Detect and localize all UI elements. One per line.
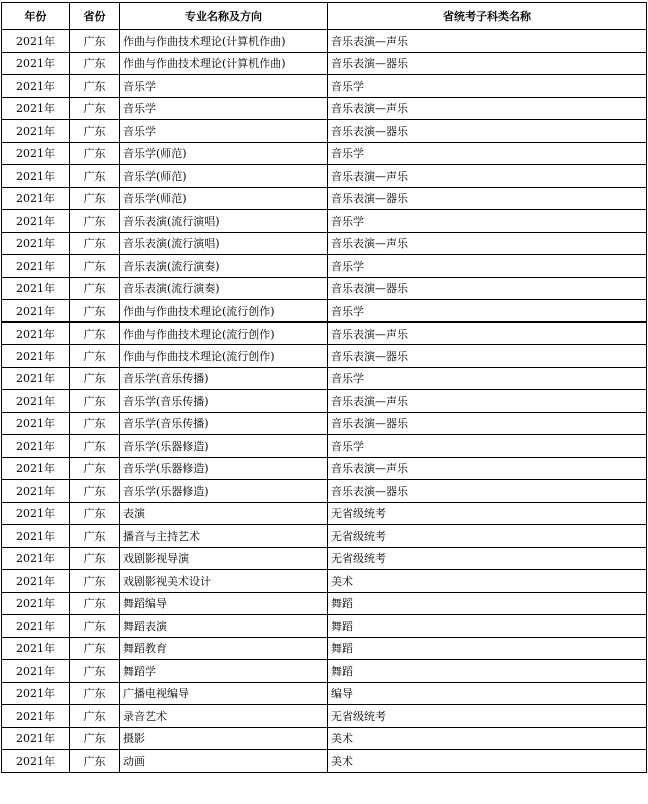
category-cell: 音乐表演—声乐	[328, 457, 647, 480]
table-row	[2, 570, 647, 593]
major-cell: 作曲与作曲技术理论(流行创作)	[120, 300, 328, 323]
category-cell: 音乐表演—器乐	[328, 52, 647, 75]
category-cell: 音乐表演—器乐	[328, 345, 647, 368]
major-cell: 音乐表演(流行演奏)	[120, 277, 328, 300]
province-cell: 广东	[70, 142, 120, 165]
major-cell: 音乐学(乐器修造)	[120, 480, 328, 503]
year-cell: 2021年	[2, 232, 70, 255]
year-cell: 2021年	[2, 277, 70, 300]
category-cell: 音乐表演—声乐	[328, 390, 647, 413]
header-category: 省统考子科类名称	[328, 3, 647, 30]
year-cell: 2021年	[2, 210, 70, 233]
year-cell: 2021年	[2, 705, 70, 728]
major-cell: 音乐表演(流行演奏)	[120, 255, 328, 278]
year-cell: 2021年	[2, 165, 70, 188]
year-cell: 2021年	[2, 300, 70, 323]
major-cell: 音乐学(音乐传播)	[120, 390, 328, 413]
major-cell: 广播电视编导	[120, 682, 328, 705]
major-cell: 动画	[120, 750, 328, 773]
table-row	[2, 187, 647, 210]
table-header-row	[2, 3, 647, 30]
year-cell: 2021年	[2, 255, 70, 278]
header-year: 年份	[2, 3, 70, 30]
year-cell: 2021年	[2, 547, 70, 570]
table-row	[2, 52, 647, 75]
major-cell: 舞蹈编导	[120, 592, 328, 615]
year-cell: 2021年	[2, 502, 70, 525]
year-cell: 2021年	[2, 52, 70, 75]
category-cell: 音乐表演—器乐	[328, 120, 647, 143]
table-row	[2, 660, 647, 683]
province-cell: 广东	[70, 322, 120, 345]
table-row	[2, 300, 647, 323]
category-cell: 音乐学	[328, 142, 647, 165]
admissions-table	[1, 2, 647, 773]
major-cell: 舞蹈教育	[120, 637, 328, 660]
province-cell: 广东	[70, 547, 120, 570]
year-cell: 2021年	[2, 615, 70, 638]
year-cell: 2021年	[2, 682, 70, 705]
category-cell: 音乐表演—声乐	[328, 30, 647, 53]
category-cell: 舞蹈	[328, 615, 647, 638]
year-cell: 2021年	[2, 30, 70, 53]
year-cell: 2021年	[2, 120, 70, 143]
category-cell: 美术	[328, 570, 647, 593]
major-cell: 摄影	[120, 727, 328, 750]
major-cell: 播音与主持艺术	[120, 525, 328, 548]
category-cell: 音乐表演—声乐	[328, 322, 647, 345]
major-cell: 作曲与作曲技术理论(计算机作曲)	[120, 52, 328, 75]
table-row	[2, 75, 647, 98]
province-cell: 广东	[70, 502, 120, 525]
province-cell: 广东	[70, 750, 120, 773]
major-cell: 作曲与作曲技术理论(流行创作)	[120, 345, 328, 368]
province-cell: 广东	[70, 570, 120, 593]
province-cell: 广东	[70, 480, 120, 503]
category-cell: 舞蹈	[328, 637, 647, 660]
category-cell: 无省级统考	[328, 547, 647, 570]
table-row	[2, 165, 647, 188]
year-cell: 2021年	[2, 187, 70, 210]
table-row	[2, 345, 647, 368]
year-cell: 2021年	[2, 75, 70, 98]
major-cell: 音乐表演(流行演唱)	[120, 210, 328, 233]
province-cell: 广东	[70, 75, 120, 98]
category-cell: 美术	[328, 727, 647, 750]
major-cell: 音乐学(音乐传播)	[120, 367, 328, 390]
major-cell: 音乐表演(流行演唱)	[120, 232, 328, 255]
year-cell: 2021年	[2, 322, 70, 345]
table-row	[2, 682, 647, 705]
category-cell: 无省级统考	[328, 502, 647, 525]
year-cell: 2021年	[2, 750, 70, 773]
province-cell: 广东	[70, 660, 120, 683]
table-row	[2, 232, 647, 255]
table-row	[2, 97, 647, 120]
province-cell: 广东	[70, 435, 120, 458]
category-cell: 舞蹈	[328, 660, 647, 683]
major-cell: 戏剧影视美术设计	[120, 570, 328, 593]
province-cell: 广东	[70, 300, 120, 323]
major-cell: 录音艺术	[120, 705, 328, 728]
category-cell: 音乐表演—器乐	[328, 480, 647, 503]
table-row	[2, 547, 647, 570]
year-cell: 2021年	[2, 660, 70, 683]
major-cell: 音乐学(音乐传播)	[120, 412, 328, 435]
province-cell: 广东	[70, 682, 120, 705]
year-cell: 2021年	[2, 435, 70, 458]
major-cell: 音乐学	[120, 97, 328, 120]
table-row	[2, 390, 647, 413]
province-cell: 广东	[70, 390, 120, 413]
province-cell: 广东	[70, 210, 120, 233]
category-cell: 音乐表演—器乐	[328, 277, 647, 300]
table-row	[2, 592, 647, 615]
province-cell: 广东	[70, 97, 120, 120]
category-cell: 编导	[328, 682, 647, 705]
year-cell: 2021年	[2, 412, 70, 435]
province-cell: 广东	[70, 30, 120, 53]
table-row	[2, 750, 647, 773]
major-cell: 舞蹈表演	[120, 615, 328, 638]
year-cell: 2021年	[2, 390, 70, 413]
year-cell: 2021年	[2, 480, 70, 503]
province-cell: 广东	[70, 187, 120, 210]
category-cell: 美术	[328, 750, 647, 773]
category-cell: 音乐学	[328, 435, 647, 458]
header-province: 省份	[70, 3, 120, 30]
major-cell: 音乐学(乐器修造)	[120, 435, 328, 458]
province-cell: 广东	[70, 412, 120, 435]
province-cell: 广东	[70, 705, 120, 728]
year-cell: 2021年	[2, 345, 70, 368]
table-row	[2, 210, 647, 233]
table-row	[2, 142, 647, 165]
table-row	[2, 367, 647, 390]
year-cell: 2021年	[2, 592, 70, 615]
province-cell: 广东	[70, 165, 120, 188]
table-row	[2, 480, 647, 503]
province-cell: 广东	[70, 457, 120, 480]
table-row	[2, 120, 647, 143]
category-cell: 音乐学	[328, 367, 647, 390]
category-cell: 音乐表演—器乐	[328, 412, 647, 435]
category-cell: 音乐学	[328, 210, 647, 233]
major-cell: 音乐学	[120, 120, 328, 143]
table-row	[2, 525, 647, 548]
province-cell: 广东	[70, 255, 120, 278]
category-cell: 音乐表演—器乐	[328, 187, 647, 210]
year-cell: 2021年	[2, 525, 70, 548]
table-row	[2, 255, 647, 278]
category-cell: 音乐表演—声乐	[328, 97, 647, 120]
year-cell: 2021年	[2, 727, 70, 750]
major-cell: 音乐学	[120, 75, 328, 98]
header-major: 专业名称及方向	[120, 3, 328, 30]
category-cell: 舞蹈	[328, 592, 647, 615]
category-cell: 音乐学	[328, 255, 647, 278]
province-cell: 广东	[70, 525, 120, 548]
category-cell: 无省级统考	[328, 525, 647, 548]
province-cell: 广东	[70, 592, 120, 615]
major-cell: 音乐学(乐器修造)	[120, 457, 328, 480]
year-cell: 2021年	[2, 367, 70, 390]
table-row	[2, 457, 647, 480]
major-cell: 舞蹈学	[120, 660, 328, 683]
province-cell: 广东	[70, 615, 120, 638]
province-cell: 广东	[70, 52, 120, 75]
province-cell: 广东	[70, 120, 120, 143]
table-row	[2, 615, 647, 638]
table-row	[2, 727, 647, 750]
category-cell: 音乐学	[328, 300, 647, 323]
province-cell: 广东	[70, 727, 120, 750]
province-cell: 广东	[70, 277, 120, 300]
year-cell: 2021年	[2, 637, 70, 660]
province-cell: 广东	[70, 367, 120, 390]
major-cell: 表演	[120, 502, 328, 525]
province-cell: 广东	[70, 232, 120, 255]
year-cell: 2021年	[2, 142, 70, 165]
province-cell: 广东	[70, 345, 120, 368]
year-cell: 2021年	[2, 457, 70, 480]
table-row	[2, 502, 647, 525]
category-cell: 无省级统考	[328, 705, 647, 728]
major-cell: 音乐学(师范)	[120, 187, 328, 210]
major-cell: 音乐学(师范)	[120, 142, 328, 165]
table-row	[2, 412, 647, 435]
year-cell: 2021年	[2, 97, 70, 120]
major-cell: 作曲与作曲技术理论(流行创作)	[120, 322, 328, 345]
year-cell: 2021年	[2, 570, 70, 593]
category-cell: 音乐表演—声乐	[328, 232, 647, 255]
table-body	[2, 30, 647, 773]
table-row	[2, 30, 647, 53]
category-cell: 音乐表演—声乐	[328, 165, 647, 188]
table-row	[2, 435, 647, 458]
major-cell: 音乐学(师范)	[120, 165, 328, 188]
major-cell: 戏剧影视导演	[120, 547, 328, 570]
province-cell: 广东	[70, 637, 120, 660]
category-cell: 音乐学	[328, 75, 647, 98]
table-row	[2, 277, 647, 300]
major-cell: 作曲与作曲技术理论(计算机作曲)	[120, 30, 328, 53]
table-row	[2, 637, 647, 660]
table-row	[2, 322, 647, 345]
table-row	[2, 705, 647, 728]
